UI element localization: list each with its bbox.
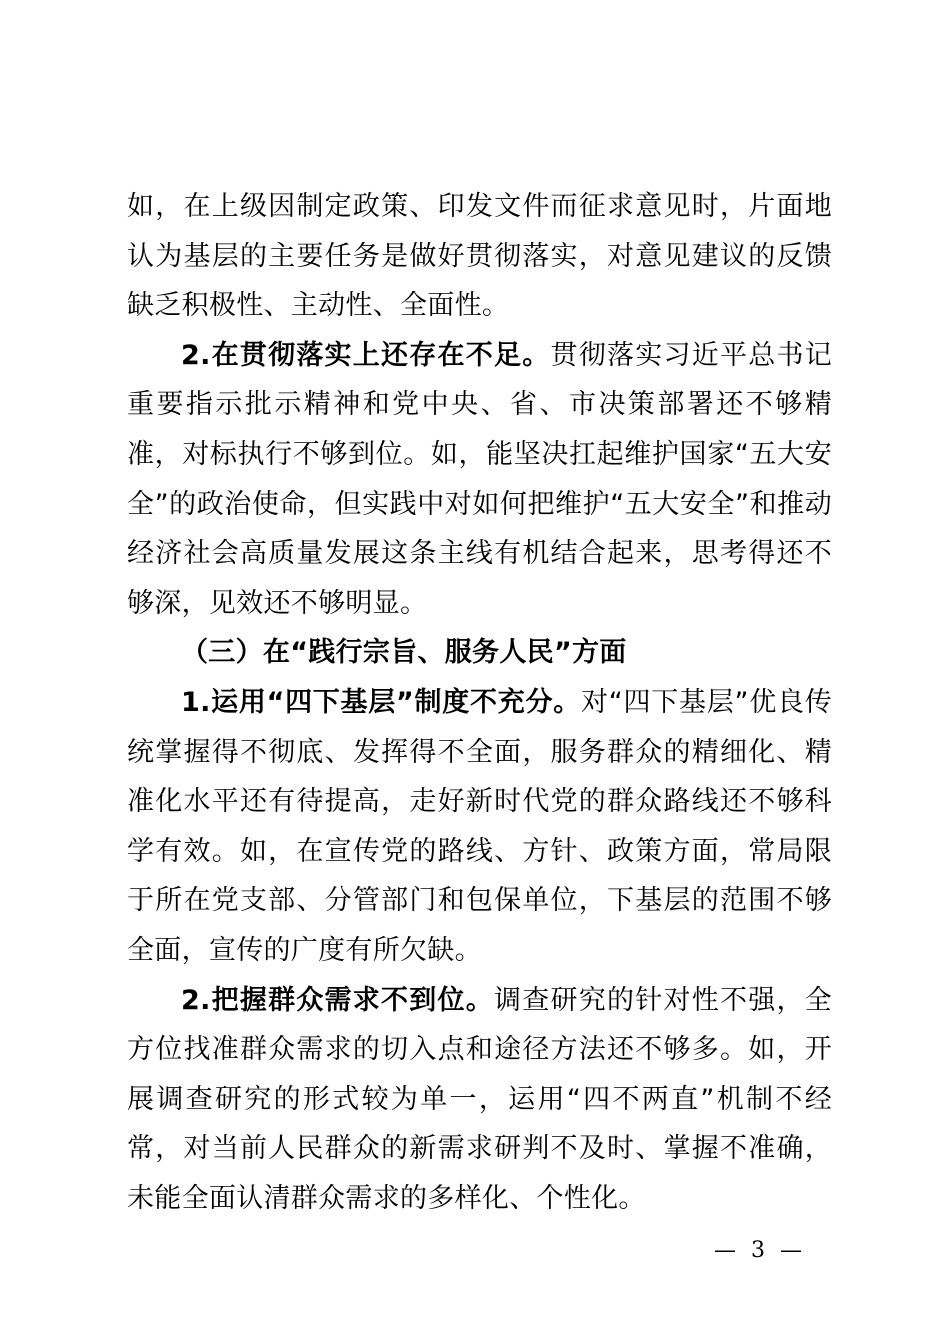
- paragraph-text: 对“四下基层”优良传统掌握得不彻底、发挥得不全面，服务群众的精细化、精准化水平还有待提高，走好新时代党的群众路线还不够科学有效。如，在宣传党的路线、方针、政策方面，常局限于所在党支部、分管部门和包保单位，下基层的范围不够全面，宣传的广度有所欠缺。: [127, 686, 832, 966]
- paragraph-implementation-gap: [127, 331, 832, 629]
- paragraph-text: 如，在上级因制定政策、印发文件而征求意见时，片面地认为基层的主要任务是做好贯彻落实，对意见建议的反馈缺乏积极性、主动性、全面性。: [127, 191, 832, 322]
- paragraph-text: 调查研究的针对性不强，全方位找准群众需求的切入点和途径方法还不够多。如，开展调查研究的形式较为单一，运用“四不两直”机制不经常，对当前人民群众的新需求研判不及时、掌握不准确，未能全面认清群众需求的多样化、个性化。: [127, 984, 832, 1214]
- paragraph-public-needs: [127, 976, 832, 1224]
- paragraph-text: 贯彻落实习近平总书记重要指示批示精神和党中央、省、市决策部署还不够精准，对标执行不够到位。如，能坚决扛起维护国家“五大安全”的政治使命，但实践中对如何把维护“五大安全”和推动经济社会高质量发展这条主线有机结合起来，思考得还不够深，见效还不够明显。: [127, 339, 833, 619]
- paragraph-lead: 2.在贯彻落实上还存在不足。: [181, 339, 551, 371]
- paragraph-lead: 2.把握群众需求不到位。: [181, 984, 495, 1016]
- paragraph-lead: 1.运用“四下基层”制度不充分。: [181, 686, 582, 718]
- document-body: [127, 182, 832, 1223]
- paragraph-continuation: [127, 182, 832, 331]
- page-number: — 3 —: [714, 1238, 806, 1263]
- section-heading: （三）在“践行宗旨、服务人民”方面: [181, 637, 627, 669]
- paragraph-four-downs: [127, 678, 832, 976]
